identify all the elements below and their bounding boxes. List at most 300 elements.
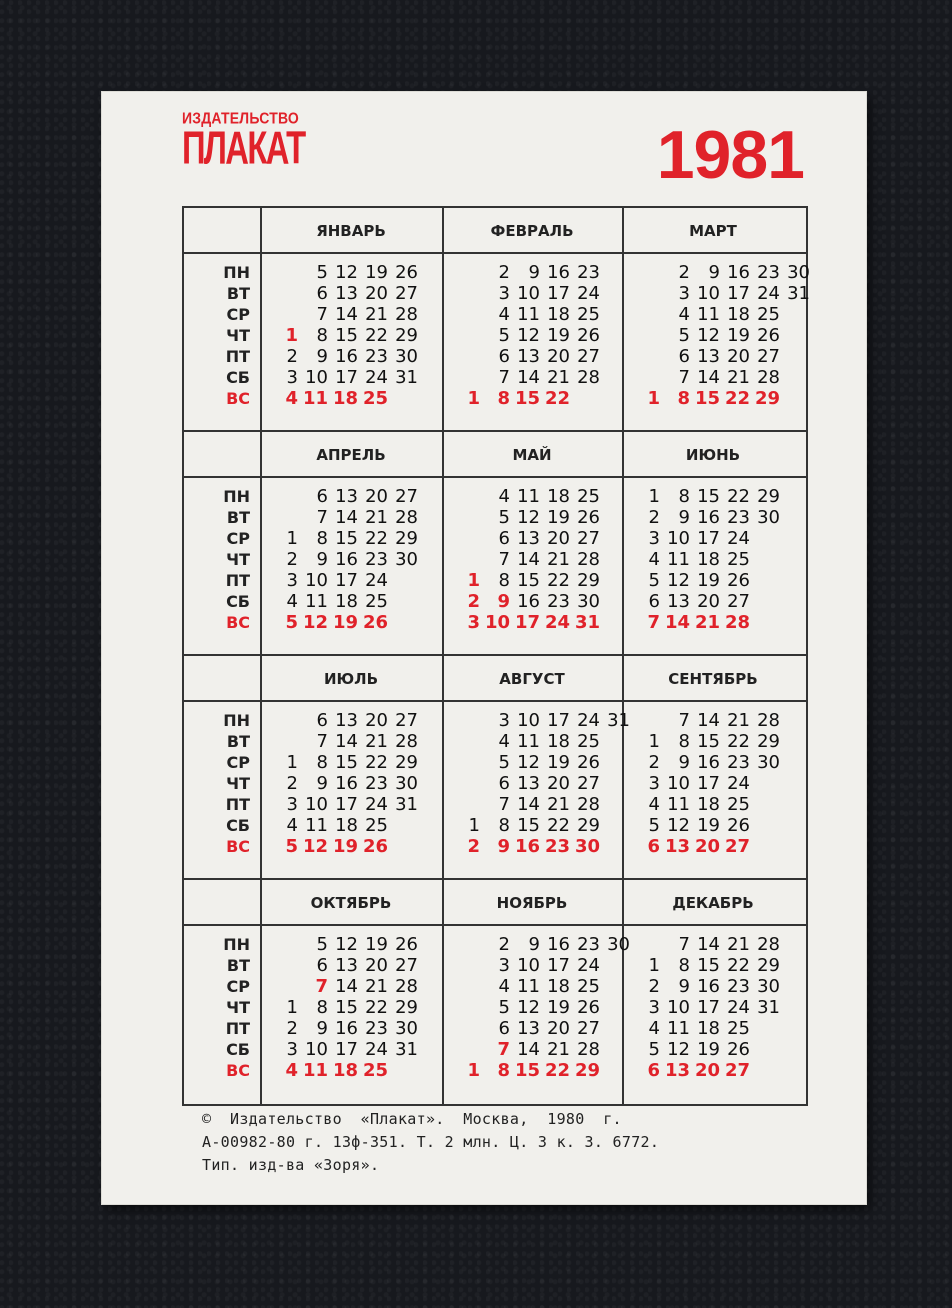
date-cell: 2	[498, 262, 510, 283]
week-row	[268, 1018, 440, 1039]
date-cell: 15	[697, 731, 720, 752]
week-row	[630, 549, 802, 570]
week-row	[450, 528, 622, 549]
week-row	[450, 997, 622, 1018]
date-cell: 14	[664, 612, 690, 633]
date-cell: 8	[316, 325, 328, 346]
date-cell: 23	[365, 549, 388, 570]
imprint-line-1: © Издательство «Плакат». Москва, 1980 г.	[202, 1110, 622, 1128]
date-cell: 15	[335, 997, 358, 1018]
date-cell: 6	[316, 283, 328, 304]
date-cell: 3	[286, 570, 298, 591]
date-cell: 26	[395, 934, 418, 955]
date-cell: 21	[547, 367, 570, 388]
date-cell: 18	[697, 1018, 720, 1039]
date-cell: 9	[316, 346, 328, 367]
date-cell: 26	[577, 507, 600, 528]
date-cell: 21	[365, 976, 388, 997]
date-cell: 15	[514, 1060, 540, 1081]
date-cell: 5	[316, 262, 328, 283]
date-cell: 20	[547, 773, 570, 794]
week-row	[450, 304, 622, 325]
date-cell: 26	[577, 752, 600, 773]
date-cell: 29	[395, 997, 418, 1018]
date-cell: 15	[514, 388, 540, 409]
weekday-label: ВТ	[226, 732, 250, 751]
date-cell: 23	[577, 262, 600, 283]
date-cell: 22	[365, 528, 388, 549]
date-cell: 27	[577, 1018, 600, 1039]
date-cell: 12	[517, 507, 540, 528]
week-row	[268, 710, 440, 731]
date-cell: 28	[757, 934, 780, 955]
date-cell: 18	[547, 304, 570, 325]
date-cell: 1	[648, 486, 660, 507]
date-cell: 15	[517, 570, 540, 591]
date-cell: 2	[286, 773, 298, 794]
date-cell: 17	[547, 283, 570, 304]
date-cell: 19	[332, 836, 358, 857]
date-cell: 19	[697, 815, 720, 836]
date-cell: 30	[577, 591, 600, 612]
date-cell: 1	[285, 325, 298, 346]
date-cell: 15	[517, 815, 540, 836]
week-row	[630, 262, 810, 283]
date-cell: 13	[335, 283, 358, 304]
date-cell: 8	[316, 528, 328, 549]
date-cell: 22	[724, 388, 750, 409]
logo-label-big: ПЛАКАТ	[182, 123, 305, 174]
date-cell: 2	[648, 507, 660, 528]
week-row	[450, 934, 630, 955]
date-cell: 15	[697, 486, 720, 507]
month-name: АПРЕЛЬ	[316, 446, 386, 464]
date-cell: 2	[286, 549, 298, 570]
date-cell: 18	[697, 794, 720, 815]
week-row	[450, 976, 622, 997]
week-row	[630, 507, 802, 528]
week-row	[450, 710, 630, 731]
month-name: ЯНВАРЬ	[316, 222, 386, 240]
date-cell: 27	[577, 528, 600, 549]
imprint-line-3: Тип. изд-ва «Зоря».	[202, 1156, 380, 1174]
date-cell: 5	[648, 1039, 660, 1060]
date-cell: 7	[498, 794, 510, 815]
date-cell: 24	[757, 283, 780, 304]
date-cell: 22	[727, 486, 750, 507]
month-block	[442, 656, 630, 880]
weekday-label: ВС	[226, 389, 250, 408]
date-cell: 18	[335, 815, 358, 836]
week-row	[268, 367, 440, 388]
week-row	[450, 549, 622, 570]
weekday-label: СБ	[226, 816, 250, 835]
week-row	[450, 325, 622, 346]
weekday-label: ПН	[223, 487, 250, 506]
date-cell: 27	[395, 710, 418, 731]
weekday-label: ЧТ	[226, 998, 250, 1017]
weekday-label: ПТ	[225, 795, 250, 814]
date-cell: 23	[757, 262, 780, 283]
week-row	[268, 1060, 440, 1081]
date-cell: 17	[514, 612, 540, 633]
date-cell: 31	[787, 283, 810, 304]
date-cell: 29	[757, 955, 780, 976]
date-cell: 26	[757, 325, 780, 346]
date-cell: 11	[302, 1060, 328, 1081]
date-cell: 14	[517, 794, 540, 815]
date-cell: 1	[468, 815, 480, 836]
date-cell: 22	[365, 997, 388, 1018]
weekday-label: ЧТ	[226, 774, 250, 793]
date-cell: 10	[517, 955, 540, 976]
date-cell: 12	[667, 570, 690, 591]
date-cell: 5	[498, 752, 510, 773]
week-row	[450, 955, 622, 976]
date-cell: 31	[395, 1039, 418, 1060]
date-cell: 28	[577, 794, 600, 815]
date-cell: 9	[678, 752, 690, 773]
date-cell: 2	[467, 591, 480, 612]
date-cell: 7	[498, 367, 510, 388]
date-cell: 24	[727, 997, 750, 1018]
week-row	[630, 752, 802, 773]
date-cell: 22	[365, 752, 388, 773]
date-cell: 9	[528, 262, 540, 283]
date-cell: 16	[517, 591, 540, 612]
date-cell: 1	[467, 1060, 480, 1081]
month-name: ФЕВРАЛЬ	[490, 222, 574, 240]
week-row	[450, 836, 622, 857]
date-cell: 29	[395, 325, 418, 346]
month-name: НОЯБРЬ	[496, 894, 568, 912]
week-row	[268, 612, 440, 633]
date-cell: 11	[305, 591, 328, 612]
week-row	[268, 815, 440, 836]
week-row	[268, 388, 440, 409]
date-cell: 7	[497, 1039, 510, 1060]
week-row	[268, 528, 440, 549]
date-cell: 15	[697, 955, 720, 976]
date-cell: 20	[365, 283, 388, 304]
date-cell: 5	[648, 570, 660, 591]
weekday-label: ПТ	[225, 1019, 250, 1038]
date-cell: 4	[286, 591, 298, 612]
date-cell: 10	[305, 794, 328, 815]
date-cell: 25	[365, 815, 388, 836]
month-block	[622, 432, 804, 656]
month-name: АВГУСТ	[499, 670, 565, 688]
date-cell: 17	[335, 570, 358, 591]
date-cell: 26	[727, 1039, 750, 1060]
week-row	[450, 507, 622, 528]
week-row	[630, 1039, 802, 1060]
date-cell: 25	[577, 731, 600, 752]
week-row	[630, 346, 802, 367]
date-cell: 14	[697, 367, 720, 388]
date-cell: 23	[727, 752, 750, 773]
week-row	[630, 528, 802, 549]
week-row	[630, 283, 810, 304]
week-row	[630, 1060, 802, 1081]
week-row	[450, 388, 622, 409]
date-cell: 14	[697, 934, 720, 955]
date-cell: 10	[697, 283, 720, 304]
date-cell: 1	[647, 388, 660, 409]
week-row	[450, 731, 622, 752]
week-row	[268, 773, 440, 794]
date-cell: 11	[667, 794, 690, 815]
week-row	[630, 367, 802, 388]
date-cell: 23	[727, 507, 750, 528]
week-row	[630, 836, 802, 857]
week-row	[630, 304, 802, 325]
date-cell: 18	[332, 1060, 358, 1081]
date-cell: 2	[498, 934, 510, 955]
date-cell: 12	[517, 325, 540, 346]
date-cell: 3	[286, 794, 298, 815]
month-days	[268, 486, 440, 633]
month-name: ИЮЛЬ	[323, 670, 379, 688]
date-cell: 2	[286, 1018, 298, 1039]
weekday-label: СБ	[226, 368, 250, 387]
date-cell: 16	[335, 549, 358, 570]
imprint-line-2: А-00982-80 г. 13ф-351. Т. 2 млн. Ц. 3 к. З. 6772.	[202, 1133, 660, 1151]
date-cell: 14	[517, 367, 540, 388]
date-cell: 27	[577, 773, 600, 794]
week-row	[450, 815, 622, 836]
date-cell: 21	[727, 934, 750, 955]
weekday-label: ПН	[223, 711, 250, 730]
date-cell: 17	[335, 794, 358, 815]
week-row	[630, 1018, 802, 1039]
weekday-label: СБ	[226, 1040, 250, 1059]
date-cell: 9	[316, 773, 328, 794]
month-block	[260, 880, 444, 1104]
date-cell: 30	[757, 976, 780, 997]
date-cell: 23	[547, 591, 570, 612]
date-cell: 25	[727, 549, 750, 570]
date-cell: 27	[577, 346, 600, 367]
date-cell: 13	[335, 955, 358, 976]
week-row	[268, 325, 440, 346]
date-cell: 10	[305, 1039, 328, 1060]
date-cell: 27	[727, 591, 750, 612]
date-cell: 3	[648, 773, 660, 794]
logo-label-small: ИЗДАТЕЛЬСТВО	[182, 109, 300, 127]
date-cell: 24	[365, 367, 388, 388]
date-cell: 13	[664, 836, 690, 857]
date-cell: 4	[648, 1018, 660, 1039]
date-cell: 30	[607, 934, 630, 955]
week-row	[450, 752, 622, 773]
weekday-label: СР	[226, 753, 250, 772]
date-cell: 10	[667, 528, 690, 549]
weekday-column	[184, 656, 262, 880]
date-cell: 31	[757, 997, 780, 1018]
date-cell: 15	[335, 528, 358, 549]
date-cell: 8	[497, 388, 510, 409]
date-cell: 20	[697, 591, 720, 612]
date-cell: 3	[498, 710, 510, 731]
weekday-column	[184, 880, 262, 1104]
date-cell: 8	[497, 1060, 510, 1081]
month-name: ДЕКАБРЬ	[672, 894, 754, 912]
date-cell: 23	[544, 836, 570, 857]
week-row	[268, 262, 440, 283]
date-cell: 6	[316, 486, 328, 507]
month-days	[450, 486, 622, 633]
date-cell: 2	[286, 346, 298, 367]
week-row	[630, 955, 802, 976]
date-cell: 16	[335, 346, 358, 367]
weekday-label: ВТ	[226, 284, 250, 303]
date-cell: 17	[547, 955, 570, 976]
date-cell: 7	[678, 710, 690, 731]
date-cell: 16	[727, 262, 750, 283]
week-row	[630, 731, 802, 752]
date-cell: 24	[365, 794, 388, 815]
week-row	[268, 976, 440, 997]
date-cell: 12	[697, 325, 720, 346]
weekday-column	[184, 208, 262, 432]
date-cell: 11	[517, 486, 540, 507]
date-cell: 22	[547, 815, 570, 836]
date-cell: 3	[467, 612, 480, 633]
week-row	[268, 304, 440, 325]
date-cell: 16	[697, 752, 720, 773]
week-row	[268, 752, 440, 773]
date-cell: 29	[754, 388, 780, 409]
date-cell: 2	[467, 836, 480, 857]
weekday-label: СР	[226, 977, 250, 996]
date-cell: 17	[727, 283, 750, 304]
weekday-label: СР	[226, 305, 250, 324]
date-cell: 7	[316, 507, 328, 528]
date-cell: 13	[335, 710, 358, 731]
date-cell: 18	[332, 388, 358, 409]
quarter-row	[184, 880, 806, 1104]
date-cell: 4	[498, 486, 510, 507]
date-cell: 19	[332, 612, 358, 633]
date-cell: 24	[727, 528, 750, 549]
date-cell: 4	[498, 304, 510, 325]
date-cell: 24	[577, 283, 600, 304]
date-cell: 12	[667, 1039, 690, 1060]
week-row	[630, 997, 802, 1018]
date-cell: 12	[517, 752, 540, 773]
imprint	[202, 1108, 802, 1177]
week-row	[450, 346, 622, 367]
weekday-label: ПТ	[225, 347, 250, 366]
date-cell: 2	[648, 976, 660, 997]
date-cell: 11	[697, 304, 720, 325]
date-cell: 22	[544, 1060, 570, 1081]
week-row	[268, 794, 440, 815]
date-cell: 7	[678, 367, 690, 388]
date-cell: 28	[757, 367, 780, 388]
date-cell: 14	[335, 731, 358, 752]
date-cell: 3	[286, 1039, 298, 1060]
month-days	[268, 262, 440, 409]
month-days	[630, 934, 802, 1081]
date-cell: 9	[678, 507, 690, 528]
publisher-logo	[182, 109, 312, 174]
date-cell: 2	[648, 752, 660, 773]
month-block	[622, 656, 804, 880]
date-cell: 26	[395, 262, 418, 283]
date-cell: 11	[517, 976, 540, 997]
date-cell: 22	[365, 325, 388, 346]
date-cell: 17	[335, 1039, 358, 1060]
date-cell: 23	[365, 773, 388, 794]
date-cell: 27	[757, 346, 780, 367]
date-cell: 20	[547, 528, 570, 549]
date-cell: 4	[648, 549, 660, 570]
date-cell: 11	[302, 388, 328, 409]
date-cell: 27	[724, 836, 750, 857]
week-row	[450, 1018, 622, 1039]
date-cell: 7	[316, 304, 328, 325]
week-row	[268, 486, 440, 507]
date-cell: 1	[286, 752, 298, 773]
date-cell: 10	[667, 773, 690, 794]
date-cell: 19	[365, 262, 388, 283]
date-cell: 1	[467, 388, 480, 409]
week-row	[268, 731, 440, 752]
date-cell: 26	[727, 570, 750, 591]
date-cell: 20	[547, 346, 570, 367]
date-cell: 12	[335, 262, 358, 283]
date-cell: 29	[574, 1060, 600, 1081]
date-cell: 10	[667, 997, 690, 1018]
week-row	[268, 283, 440, 304]
date-cell: 31	[574, 612, 600, 633]
date-cell: 17	[697, 997, 720, 1018]
month-name: ИЮНЬ	[685, 446, 741, 464]
date-cell: 25	[727, 794, 750, 815]
date-cell: 26	[577, 325, 600, 346]
date-cell: 14	[517, 549, 540, 570]
date-cell: 28	[395, 507, 418, 528]
date-cell: 19	[697, 1039, 720, 1060]
month-days	[268, 934, 440, 1081]
date-cell: 22	[544, 388, 570, 409]
date-cell: 20	[694, 1060, 720, 1081]
week-row	[630, 815, 802, 836]
date-cell: 21	[365, 731, 388, 752]
weekday-column	[184, 432, 262, 656]
week-row	[268, 1039, 440, 1060]
date-cell: 9	[528, 934, 540, 955]
date-cell: 18	[547, 731, 570, 752]
date-cell: 29	[757, 731, 780, 752]
month-days	[630, 486, 802, 633]
date-cell: 23	[365, 346, 388, 367]
date-cell: 21	[547, 1039, 570, 1060]
date-cell: 3	[498, 955, 510, 976]
date-cell: 13	[517, 528, 540, 549]
date-cell: 4	[498, 731, 510, 752]
date-cell: 11	[305, 815, 328, 836]
date-cell: 20	[694, 836, 720, 857]
date-cell: 5	[678, 325, 690, 346]
date-cell: 24	[365, 1039, 388, 1060]
date-cell: 13	[697, 346, 720, 367]
date-cell: 13	[517, 1018, 540, 1039]
date-cell: 12	[517, 997, 540, 1018]
calendar-card	[102, 92, 866, 1204]
